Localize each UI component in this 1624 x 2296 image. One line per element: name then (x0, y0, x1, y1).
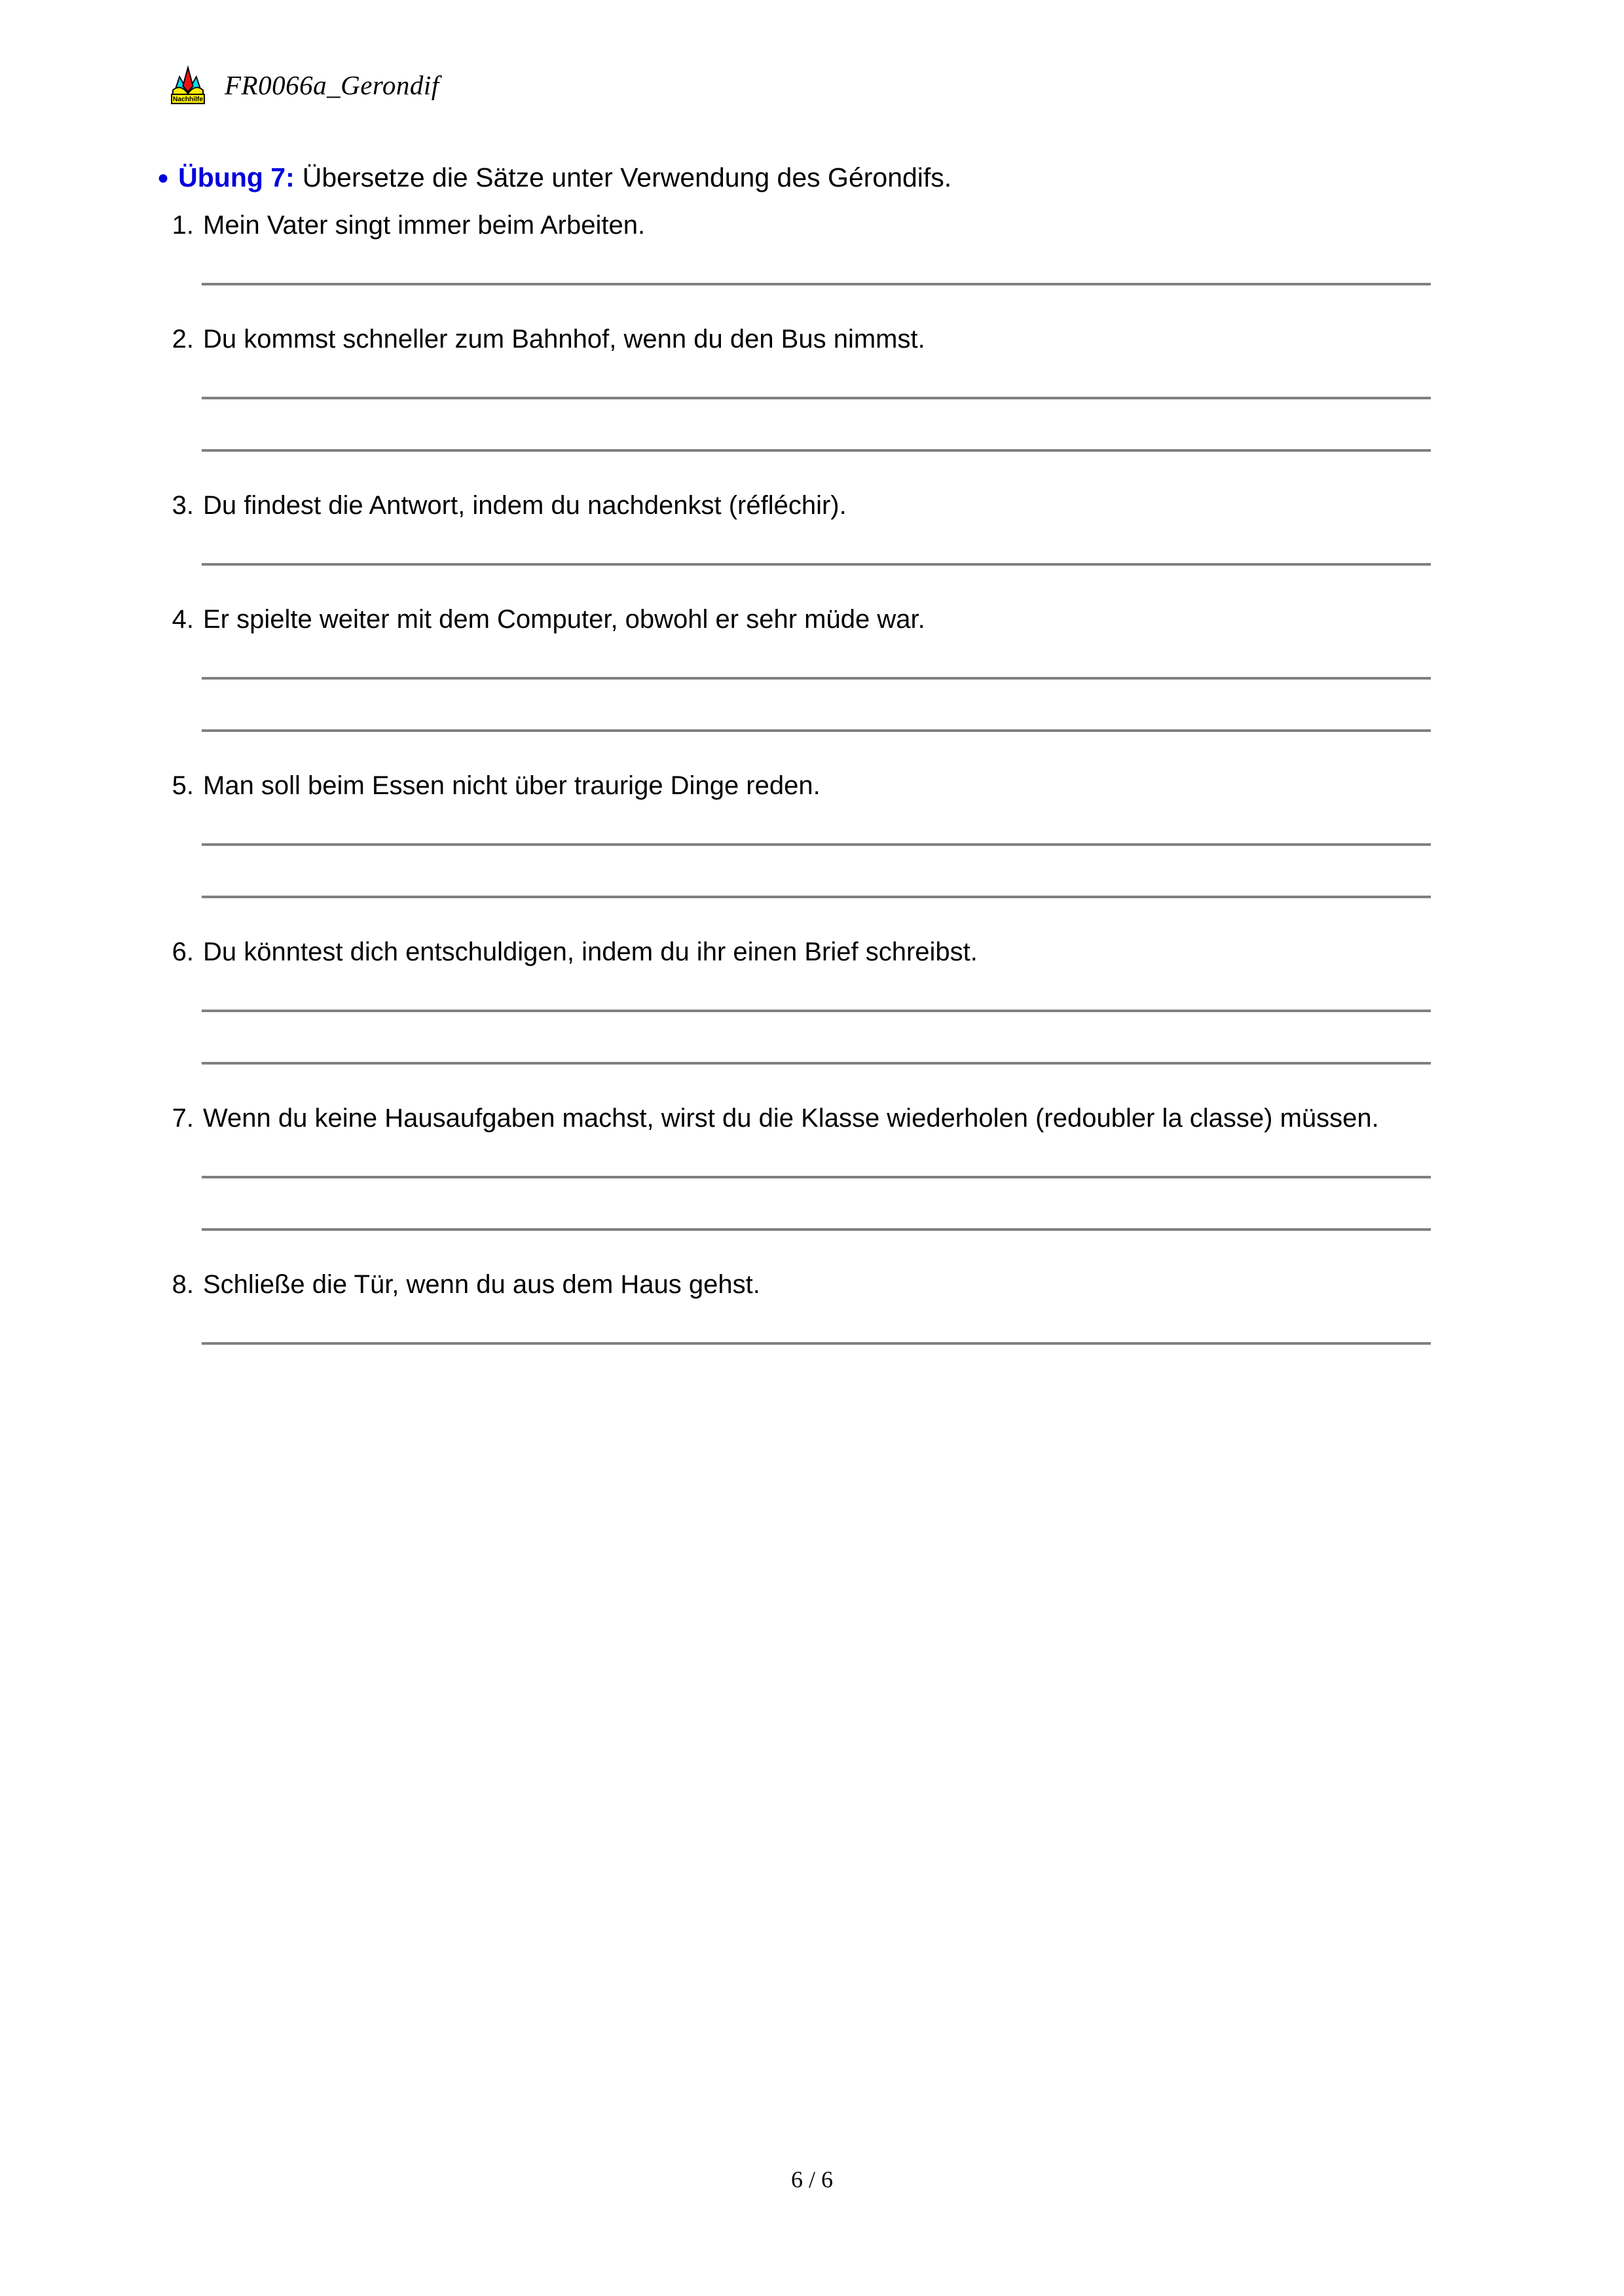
item-sentence-row (165, 208, 1449, 242)
answer-lines-group (165, 1010, 1449, 1065)
item-sentence-row (165, 488, 1449, 522)
item-sentence-row (165, 935, 1449, 969)
item-number: 4. (172, 605, 194, 634)
item-sentence: Er spielte weiter mit dem Computer, obwohl er sehr müde war. (203, 605, 925, 634)
item-number: 5. (172, 771, 194, 800)
page-header (167, 64, 439, 106)
spacer (165, 452, 1449, 488)
exercise-heading (157, 161, 951, 194)
exercise-items-list (165, 208, 1449, 1381)
item-sentence: Wenn du keine Hausaufgaben machst, wirst du die Klasse wiederholen (redoubler la classe) müssen. (203, 1104, 1379, 1133)
exercise-label: Übung 7: (178, 162, 295, 192)
spacer (202, 1012, 1449, 1062)
item-sentence: Du findest die Antwort, indem du nachdenkst (réfléchir). (203, 491, 847, 520)
nachhilfe-mountain-book-logo-icon (167, 64, 209, 106)
spacer (165, 242, 1449, 283)
item-sentence-row (165, 769, 1449, 803)
bullet-icon: ● (157, 167, 170, 189)
answer-lines-group (165, 677, 1449, 732)
spacer (165, 1345, 1449, 1381)
item-sentence-row (165, 322, 1449, 356)
item-number: 6. (172, 938, 194, 966)
spacer (202, 1178, 1449, 1228)
item-sentence: Du kommst schneller zum Bahnhof, wenn du den Bus nimmst. (203, 325, 925, 354)
answer-lines-group (165, 1176, 1449, 1231)
document-title: FR0066a_Gerondif (225, 69, 439, 100)
item-sentence: Man soll beim Essen nicht über traurige Dinge reden. (203, 771, 821, 800)
item-sentence-row (165, 1267, 1449, 1302)
exercise-item (165, 602, 1449, 769)
item-sentence: Du könntest dich entschuldigen, indem du ihr einen Brief schreibst. (203, 938, 978, 966)
spacer (165, 898, 1449, 935)
spacer (165, 803, 1449, 843)
spacer (165, 1065, 1449, 1101)
item-number: 8. (172, 1270, 194, 1299)
exercise-item (165, 208, 1449, 322)
answer-lines-group (165, 397, 1449, 452)
spacer (202, 680, 1449, 729)
item-number: 7. (172, 1104, 194, 1133)
spacer (165, 732, 1449, 769)
spacer (165, 1302, 1449, 1342)
spacer (165, 969, 1449, 1010)
exercise-item (165, 322, 1449, 488)
item-number: 3. (172, 491, 194, 520)
exercise-instruction: Übersetze die Sätze unter Verwendung des Gérondifs. (302, 162, 952, 192)
spacer (165, 636, 1449, 677)
item-sentence: Schließe die Tür, wenn du aus dem Haus gehst. (203, 1270, 760, 1299)
exercise-item (165, 1101, 1449, 1267)
spacer (202, 399, 1449, 449)
spacer (165, 285, 1449, 322)
exercise-item (165, 769, 1449, 935)
item-sentence-row (165, 1101, 1449, 1135)
item-number: 1. (172, 211, 194, 240)
spacer (165, 566, 1449, 602)
exercise-item (165, 488, 1449, 602)
spacer (165, 1135, 1449, 1176)
item-sentence: Mein Vater singt immer beim Arbeiten. (203, 211, 646, 240)
spacer (202, 846, 1449, 896)
item-sentence-row (165, 602, 1449, 636)
answer-lines-group (165, 843, 1449, 898)
logo-label: Nachhilfe (172, 96, 204, 103)
spacer (165, 522, 1449, 563)
item-number: 2. (172, 325, 194, 354)
spacer (165, 1231, 1449, 1267)
spacer (165, 356, 1449, 397)
page-footer: 6 / 6 (790, 2166, 833, 2193)
exercise-item (165, 935, 1449, 1101)
exercise-item (165, 1267, 1449, 1381)
